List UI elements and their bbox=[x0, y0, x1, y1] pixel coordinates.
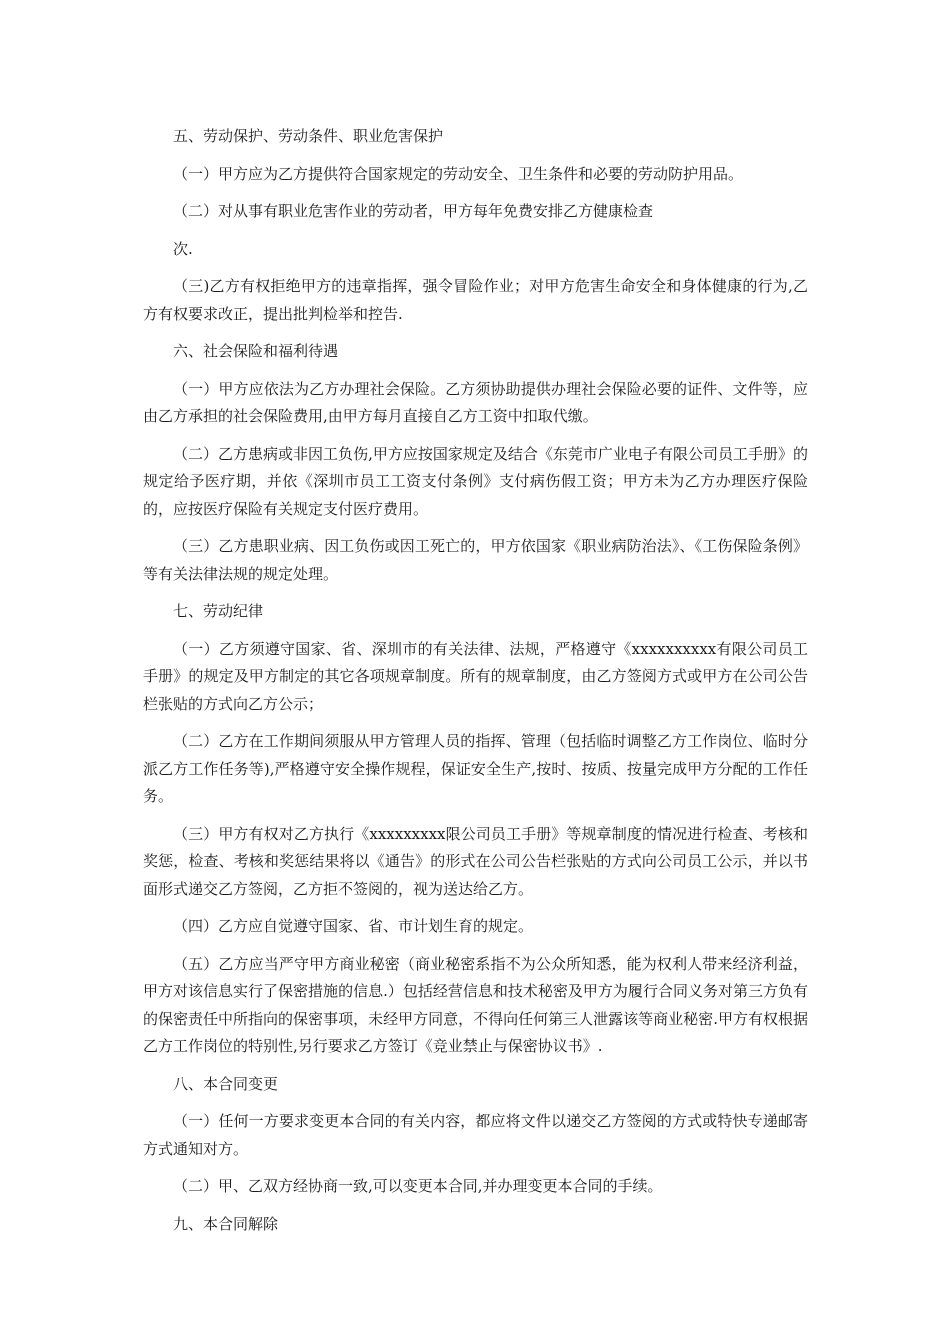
section-heading: 六、社会保险和福利待遇 bbox=[173, 342, 339, 360]
clause-paragraph: （二）乙方患病或非因工负伤,甲方应按国家规定及结合《东莞市广业电子有限公司员工手册》的规定给予医疗期，并依《深圳市员工工资支付条例》支付病伤假工资；甲方未为乙方办理医疗保险的，应按医疗保险有关规定支付医疗费用。 bbox=[143, 444, 808, 518]
clause-paragraph: （五）乙方应当严守甲方商业秘密（商业秘密系指不为公众所知悉，能为权利人带来经济利益，甲方对该信息实行了保密措施的信息.）包括经营信息和技术秘密及甲方为履行合同义务对第三方负有的保密责任中所指向的保密事项，未经甲方同意，不得向任何第三人泄露该等商业秘密.甲方有权根据乙方工作岗位的特别性,另行要求乙方签订《竞业禁止与保密协议书》. bbox=[143, 954, 808, 1055]
clause-paragraph: （一）甲方应依法为乙方办理社会保险。乙方须协助提供办理社会保险必要的证件、文件等，应由乙方承担的社会保险费用,由甲方每月直接自乙方工资中扣取代缴。 bbox=[143, 379, 808, 425]
clause-paragraph: （一）乙方须遵守国家、省、深圳市的有关法律、法规，严格遵守《xxxxxxxxxx有限公司员工手册》的规定及甲方制定的其它各项规章制度。所有的规章制度，由乙方签阅方式或甲方在公司公告栏张贴的方式向乙方公示； bbox=[143, 639, 808, 713]
clause-paragraph: （二）甲、乙双方经协商一致,可以变更本合同,并办理变更本合同的手续。 bbox=[173, 1177, 663, 1195]
section-heading: 五、劳动保护、劳动条件、职业危害保护 bbox=[173, 127, 444, 145]
clause-paragraph: （四）乙方应自觉遵守国家、省、市计划生育的规定。 bbox=[173, 917, 534, 935]
clause-continuation: 次. bbox=[173, 239, 193, 258]
clause-paragraph: （一）任何一方要求变更本合同的有关内容，都应将文件以递交乙方签阅的方式或特快专递邮寄方式通知对方。 bbox=[143, 1112, 808, 1158]
section-heading: 七、劳动纪律 bbox=[173, 602, 264, 620]
clause-paragraph: （二）乙方在工作期间须服从甲方管理人员的指挥、管理（包括临时调整乙方工作岗位、临时分派乙方工作任务等),严格遵守安全操作规程，保证安全生产,按时、按质、按量完成甲方分配的工作任务。 bbox=[143, 732, 808, 805]
clause-paragraph: （三)乙方有权拒绝甲方的违章指挥，强令冒险作业；对甲方危害生命安全和身体健康的行为,乙方有权要求改正，提出批判检举和控告. bbox=[143, 277, 808, 323]
section-heading: 八、本合同变更 bbox=[173, 1074, 279, 1093]
clause-paragraph: （二）对从事有职业危害作业的劳动者，甲方每年免费安排乙方健康检查 bbox=[173, 202, 654, 220]
section-heading: 九、本合同解除 bbox=[173, 1214, 279, 1233]
clause-paragraph: （三）甲方有权对乙方执行《xxxxxxxxx限公司员工手册》等规章制度的情况进行检查、考核和奖惩，检查、考核和奖惩结果将以《通告》的形式在公司公告栏张贴的方式向公司员工公示，并以书面形式递交乙方签阅，乙方拒不签阅的，视为送达给乙方。 bbox=[143, 824, 808, 898]
document-body bbox=[143, 123, 808, 1248]
clause-paragraph: （一）甲方应为乙方提供符合国家规定的劳动安全、卫生条件和必要的劳动防护用品。 bbox=[173, 164, 744, 183]
clause-paragraph: （三）乙方患职业病、因工负伤或因工死亡的，甲方依国家《职业病防治法》、《工伤保险条例》等有关法律法规的规定处理。 bbox=[143, 537, 808, 583]
